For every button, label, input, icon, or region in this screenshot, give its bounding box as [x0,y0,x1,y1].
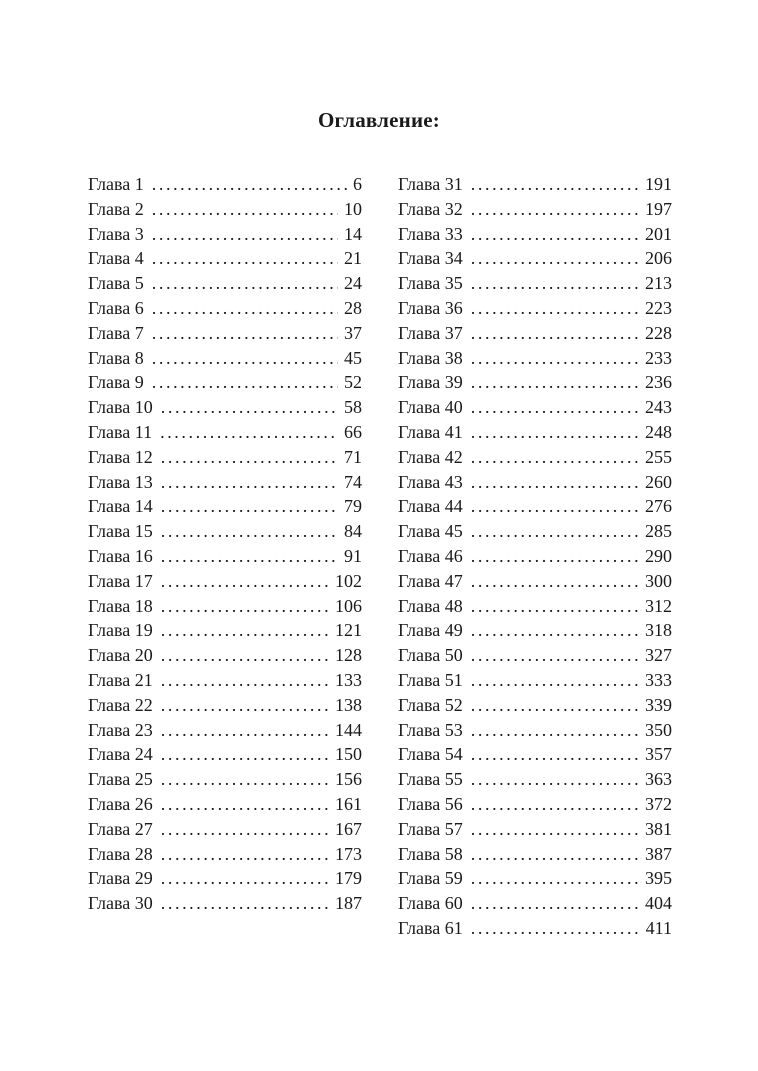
chapter-label: Глава 39 [398,372,463,393]
dot-leader [161,470,338,495]
dot-leader [161,866,329,891]
toc-entry [398,891,672,916]
dot-leader [471,445,639,470]
page-number: 395 [645,868,672,889]
chapter-label: Глава 28 [88,843,153,864]
toc-entry [88,172,362,197]
dot-leader [152,296,338,321]
toc-entry [88,792,362,817]
toc-entry [398,767,672,792]
page-number: 161 [335,793,362,814]
page-number: 372 [645,793,672,814]
page-number: 156 [335,769,362,790]
chapter-label: Глава 19 [88,620,153,641]
chapter-label: Глава 44 [398,496,463,517]
toc-entry [88,643,362,668]
dot-leader [471,569,639,594]
toc-left-column [88,172,362,916]
toc-entry [88,866,362,891]
dot-leader [160,420,338,445]
toc-entry [88,569,362,594]
page-number: 191 [645,174,672,194]
chapter-label: Глава 5 [88,273,144,294]
chapter-label: Глава 13 [88,471,153,492]
chapter-label: Глава 38 [398,347,463,368]
page-number: 411 [645,917,672,938]
page-number: 74 [344,471,362,492]
chapter-label: Глава 16 [88,545,153,566]
page-number: 187 [335,893,362,914]
toc-entry [398,296,672,321]
chapter-label: Глава 3 [88,223,144,244]
toc-entry [398,519,672,544]
page-number: 173 [335,843,362,864]
dot-leader [471,222,639,247]
dot-leader [471,618,639,643]
dot-leader [152,346,338,371]
dot-leader [471,519,639,544]
dot-leader [161,618,329,643]
chapter-label: Глава 41 [398,421,463,442]
chapter-label: Глава 17 [88,570,153,591]
toc-entry [88,370,362,395]
toc-entry [88,296,362,321]
page-number: 71 [344,446,362,467]
toc-entry [88,246,362,271]
toc-entry [398,643,672,668]
page-number: 318 [645,620,672,641]
page-number: 10 [344,198,362,219]
chapter-label: Глава 53 [398,719,463,740]
chapter-label: Глава 60 [398,893,463,914]
dot-leader [471,668,639,693]
chapter-label: Глава 45 [398,521,463,542]
page-number: 233 [645,347,672,368]
page-number: 243 [645,397,672,418]
page-number: 339 [645,694,672,715]
toc-entry [398,346,672,371]
dot-leader [471,891,639,916]
toc-entry [398,718,672,743]
page-number: 84 [344,521,362,542]
dot-leader [161,668,329,693]
toc-entry [398,246,672,271]
page-number: 66 [344,421,362,442]
chapter-label: Глава 21 [88,669,153,690]
toc-entry [398,693,672,718]
toc-entry [398,445,672,470]
chapter-label: Глава 61 [398,917,463,938]
page-number: 91 [344,545,362,566]
dot-leader [161,842,329,867]
chapter-label: Глава 47 [398,570,463,591]
dot-leader [471,916,640,941]
page-number: 201 [645,223,672,244]
toc-entry [88,767,362,792]
toc-entry [88,668,362,693]
page-number: 213 [645,273,672,294]
page-number: 333 [645,669,672,690]
dot-leader [152,321,338,346]
toc-entry [88,222,362,247]
page-number: 6 [353,174,362,194]
dot-leader [471,866,639,891]
chapter-label: Глава 42 [398,446,463,467]
page-number: 300 [645,570,672,591]
dot-leader [471,817,639,842]
chapter-label: Глава 55 [398,769,463,790]
toc-entry [398,197,672,222]
toc-entry [88,519,362,544]
page-number: 102 [335,570,362,591]
dot-leader [471,420,639,445]
chapter-label: Глава 2 [88,198,144,219]
toc-entry [398,569,672,594]
toc-entry [88,742,362,767]
dot-leader [471,742,639,767]
page-number: 285 [645,521,672,542]
chapter-label: Глава 26 [88,793,153,814]
page-number: 255 [645,446,672,467]
page-number: 197 [645,198,672,219]
chapter-label: Глава 40 [398,397,463,418]
dot-leader [161,594,329,619]
chapter-label: Глава 29 [88,868,153,889]
toc-entry [398,594,672,619]
toc-entry [88,891,362,916]
dot-leader [471,544,639,569]
dot-leader [161,569,329,594]
page-number: 357 [645,744,672,765]
page-number: 248 [645,421,672,442]
chapter-label: Глава 24 [88,744,153,765]
chapter-label: Глава 25 [88,769,153,790]
page-number: 381 [645,818,672,839]
page-number: 150 [335,744,362,765]
page-number: 206 [645,248,672,269]
page-number: 228 [645,322,672,343]
page-number: 387 [645,843,672,864]
chapter-label: Глава 6 [88,297,144,318]
page-number: 45 [344,347,362,368]
toc-entry [398,618,672,643]
chapter-label: Глава 23 [88,719,153,740]
dot-leader [471,246,639,271]
dot-leader [152,222,338,247]
page-number: 52 [344,372,362,393]
dot-leader [161,693,329,718]
page-number: 290 [645,545,672,566]
dot-leader [161,891,329,916]
toc-entry [398,866,672,891]
toc-entry [88,470,362,495]
chapter-label: Глава 36 [398,297,463,318]
dot-leader [471,693,639,718]
chapter-label: Глава 48 [398,595,463,616]
chapter-label: Глава 30 [88,893,153,914]
toc-entry [398,792,672,817]
page-number: 106 [335,595,362,616]
dot-leader [471,172,639,197]
dot-leader [471,296,639,321]
dot-leader [471,197,639,222]
chapter-label: Глава 1 [88,174,144,194]
dot-leader [161,718,329,743]
chapter-label: Глава 52 [398,694,463,715]
dot-leader [471,346,639,371]
dot-leader [161,792,329,817]
chapter-label: Глава 58 [398,843,463,864]
dot-leader [471,594,639,619]
page-number: 133 [335,669,362,690]
toc-entry [398,470,672,495]
chapter-label: Глава 10 [88,397,153,418]
chapter-label: Глава 37 [398,322,463,343]
chapter-label: Глава 20 [88,645,153,666]
chapter-label: Глава 27 [88,818,153,839]
dot-leader [161,643,329,668]
chapter-label: Глава 49 [398,620,463,641]
chapter-label: Глава 7 [88,322,144,343]
toc-entry [398,321,672,346]
dot-leader [152,197,338,222]
page-number: 327 [645,645,672,666]
page-number: 223 [645,297,672,318]
page-number: 350 [645,719,672,740]
dot-leader [471,370,639,395]
chapter-label: Глава 14 [88,496,153,517]
dot-leader [471,792,639,817]
page-number: 167 [335,818,362,839]
chapter-label: Глава 54 [398,744,463,765]
dot-leader [161,767,329,792]
dot-leader [471,643,639,668]
chapter-label: Глава 33 [398,223,463,244]
toc-entry [88,321,362,346]
chapter-label: Глава 51 [398,669,463,690]
dot-leader [152,172,347,197]
chapter-label: Глава 22 [88,694,153,715]
chapter-label: Глава 46 [398,545,463,566]
dot-leader [161,817,329,842]
chapter-label: Глава 32 [398,198,463,219]
dot-leader [471,767,639,792]
dot-leader [471,718,639,743]
dot-leader [161,519,338,544]
dot-leader [161,494,338,519]
page-number: 28 [344,297,362,318]
toc-entry [88,842,362,867]
dot-leader [471,842,639,867]
toc-entry [398,370,672,395]
toc-entry [88,271,362,296]
chapter-label: Глава 18 [88,595,153,616]
chapter-label: Глава 56 [398,793,463,814]
page-number: 21 [344,248,362,269]
page-number: 37 [344,322,362,343]
toc-entry [88,594,362,619]
dot-leader [161,395,338,420]
toc-entry [88,346,362,371]
toc-entry [398,916,672,941]
page-number: 363 [645,769,672,790]
toc-entry [88,618,362,643]
toc-entry [398,544,672,569]
toc-entry [398,420,672,445]
toc-entry [88,718,362,743]
dot-leader [161,445,338,470]
toc-right-column [398,172,672,941]
toc-entry [398,271,672,296]
chapter-label: Глава 12 [88,446,153,467]
toc-entry [398,817,672,842]
chapter-label: Глава 34 [398,248,463,269]
toc-entry [398,172,672,197]
chapter-label: Глава 59 [398,868,463,889]
page-number: 121 [335,620,362,641]
toc-entry [398,494,672,519]
chapter-label: Глава 35 [398,273,463,294]
page-number: 79 [344,496,362,517]
toc-entry [398,668,672,693]
page-number: 276 [645,496,672,517]
chapter-label: Глава 43 [398,471,463,492]
toc-entry [398,842,672,867]
dot-leader [152,370,338,395]
dot-leader [471,271,639,296]
page-number: 58 [344,397,362,418]
toc-entry [88,817,362,842]
chapter-label: Глава 57 [398,818,463,839]
chapter-label: Глава 15 [88,521,153,542]
page-number: 144 [335,719,362,740]
dot-leader [471,321,639,346]
toc-entry [398,742,672,767]
dot-leader [471,494,639,519]
page-number: 404 [645,893,672,914]
chapter-label: Глава 4 [88,248,144,269]
toc-entry [88,494,362,519]
dot-leader [161,742,329,767]
toc-entry [88,693,362,718]
toc-entry [88,395,362,420]
chapter-label: Глава 9 [88,372,144,393]
dot-leader [471,395,639,420]
dot-leader [152,271,338,296]
page-number: 260 [645,471,672,492]
chapter-label: Глава 11 [88,421,153,442]
page-number: 14 [344,223,362,244]
dot-leader [161,544,338,569]
page-number: 138 [335,694,362,715]
chapter-label: Глава 8 [88,347,144,368]
page-number: 24 [344,273,362,294]
page-number: 312 [645,595,672,616]
toc-entry [398,395,672,420]
toc-entry [88,197,362,222]
toc-entry [88,544,362,569]
toc-entry [88,445,362,470]
chapter-label: Глава 50 [398,645,463,666]
page-title: Оглавление: [318,108,440,132]
chapter-label: Глава 31 [398,174,463,194]
page-number: 179 [335,868,362,889]
dot-leader [471,470,639,495]
page-number: 128 [335,645,362,666]
toc-entry [88,420,362,445]
toc-entry [398,222,672,247]
dot-leader [152,246,338,271]
page-number: 236 [645,372,672,393]
